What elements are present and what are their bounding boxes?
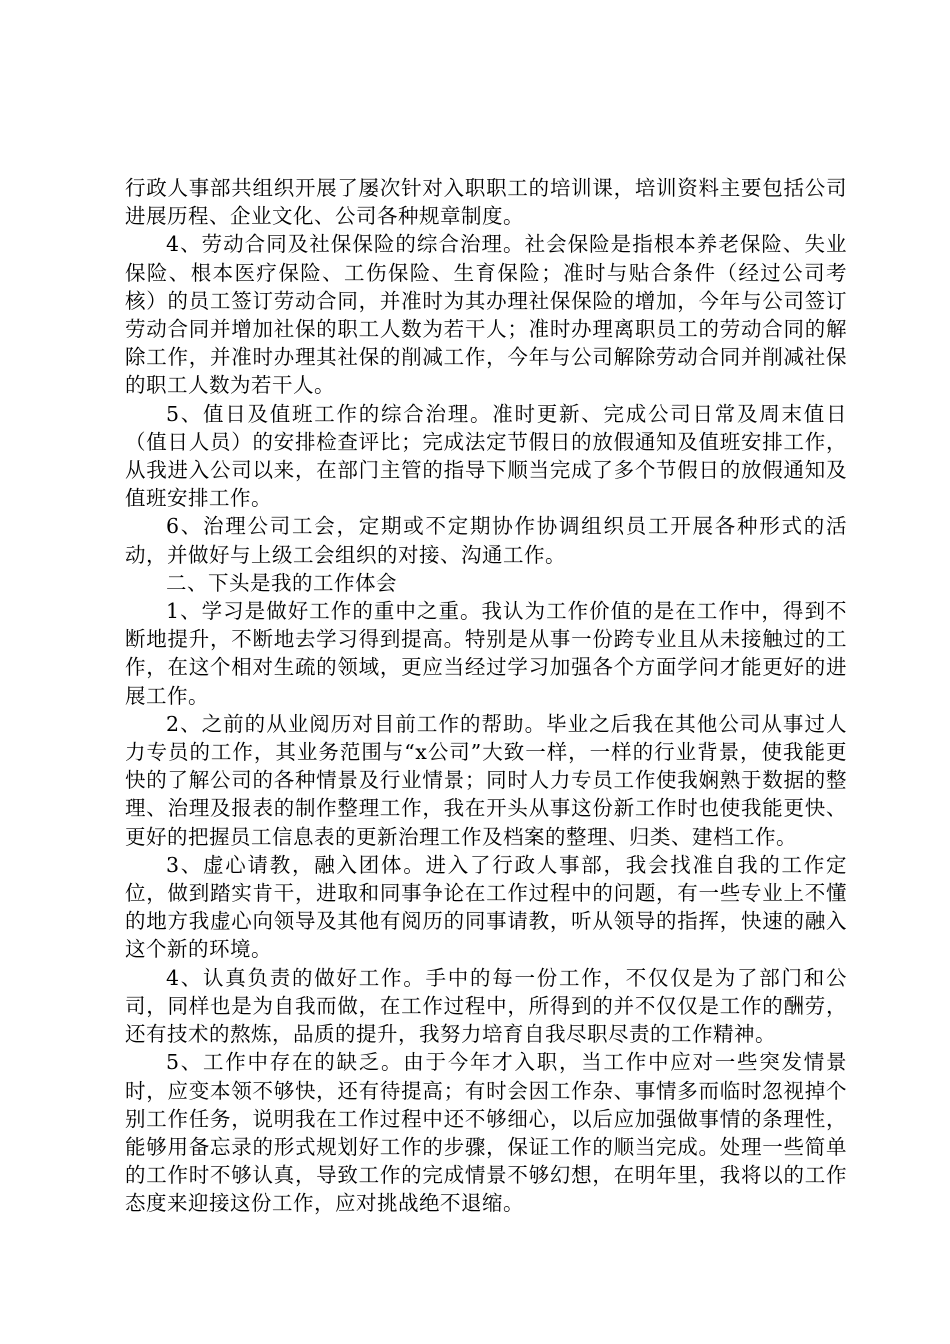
- paragraph-learning: 1、学习是做好工作的重中之重。我认为工作价值的是在工作中，得到不断地提升，不断地去学习得到提高。特别是从事一份跨专业且从未接触过的工作，在这个相对生疏的领域，更应当经过学习加强各个方面学问才能更好的进展工作。: [125, 599, 847, 708]
- paragraph-training-continuation: 行政人事部共组织开展了屡次针对入职职工的培训课，培训资料主要包括公司进展历程、企业文化、公司各种规章制度。: [125, 176, 847, 229]
- section-heading-work-experience: 二、下头是我的工作体会: [166, 570, 397, 595]
- paragraph-shortcomings: 5、工作中存在的缺乏。由于今年才入职，当工作中应对一些突发情景时，应变本领不够快，还有待提高；有时会因工作杂、事情多而临时忽视掉个别工作任务，说明我在工作过程中还不够细心，以后应加强做事情的条理性，能够用备忘录的形式规划好工作的步骤，保证工作的顺当完成。处理一些简单的工作时不够认真，导致工作的完成情景不够幻想，在明年里，我将以的工作态度来迎接这份工作，应对挑战绝不退缩。: [125, 1050, 847, 1216]
- paragraph-previous-experience: 2、之前的从业阅历对目前工作的帮助。毕业之后我在其他公司从事过人力专员的工作，其业务范围与“x公司”大致一样，一样的行业背景，使我能更快的了解公司的各种情景及行业情景；同时人力专员工作使我娴熟于数据的整理、治理及报表的制作整理工作，我在开头从事这份新工作时也使我能更快、更好的把握员工信息表的更新治理工作及档案的整理、归类、建档工作。: [125, 711, 847, 849]
- document-body: [125, 174, 847, 1218]
- paragraph-labor-contract-social-insurance: 4、劳动合同及社保保险的综合治理。社会保险是指根本养老保险、失业保险、根本医疗保险、工伤保险、生育保险；准时与贴合条件（经过公司考核）的员工签订劳动合同，并准时为其办理社保保险的增加，今年与公司签订劳动合同并增加社保的职工人数为若干人；准时办理离职员工的劳动合同的解除工作，并准时办理其社保的削减工作，今年与公司解除劳动合同并削减社保的职工人数为若干人。: [125, 232, 847, 398]
- paragraph-union-management: 6、治理公司工会，定期或不定期协作协调组织员工开展各种形式的活动，并做好与上级工会组织的对接、沟通工作。: [125, 514, 847, 567]
- paragraph-duty-management: 5、值日及值班工作的综合治理。准时更新、完成公司日常及周末值日（值日人员）的安排检查评比；完成法定节假日的放假通知及值班安排工作，从我进入公司以来，在部门主管的指导下顺当完成了多个节假日的放假通知及值班安排工作。: [125, 401, 847, 511]
- paragraph-responsibility: 4、认真负责的做好工作。手中的每一份工作，不仅仅是为了部门和公司，同样也是为自我而做，在工作过程中，所得到的并不仅仅是工作的酬劳，还有技术的熬炼，品质的提升，我努力培育自我尽职尽责的工作精神。: [125, 965, 847, 1047]
- paragraph-team-integration: 3、虚心请教，融入团体。进入了行政人事部，我会找准自我的工作定位，做到踏实肯干，进取和同事争论在工作过程中的问题，有一些专业上不懂的地方我虚心向领导及其他有阅历的同事请教，听从领导的指挥，快速的融入这个新的环境。: [125, 852, 847, 962]
